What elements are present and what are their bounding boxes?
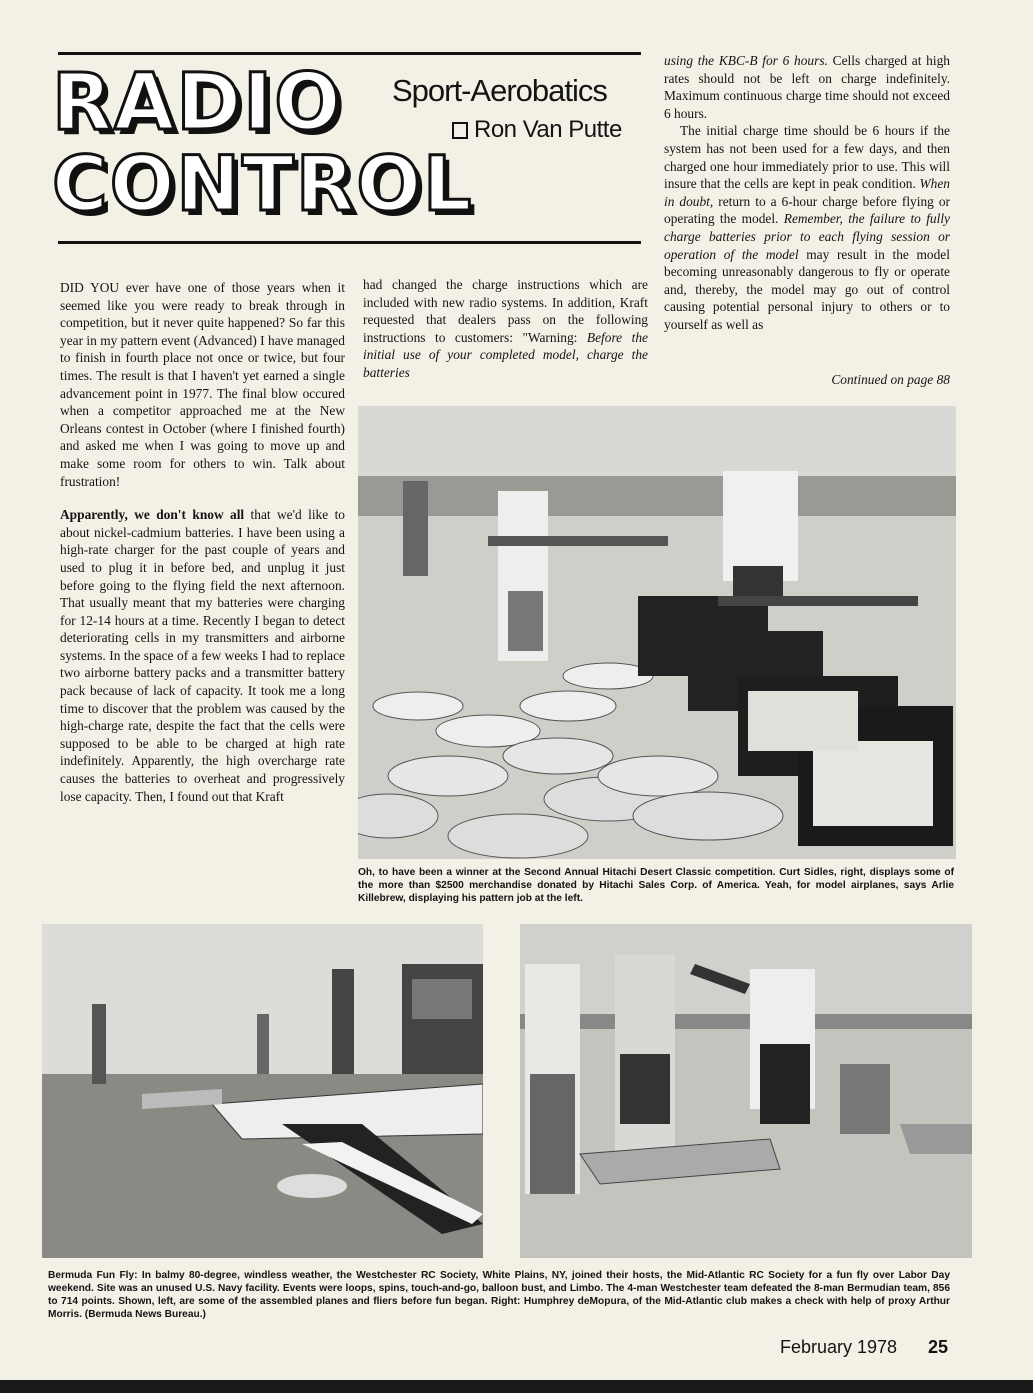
article-column-2	[363, 276, 648, 382]
page-number: 25	[928, 1337, 949, 1357]
hitachi-photo-illustration	[358, 406, 956, 859]
col3-text-1: Cells charged at high rates should not be left on charge indefinitely. Maximum continuous charge time should not exceed 6 hours.	[664, 53, 950, 121]
col2-text: had changed the charge instructions which are included with new radio systems. In addition, Kraft requested that dealers pass on the following instructions to customers: "Warning:	[363, 277, 648, 345]
footer-date: February 1978	[780, 1337, 898, 1357]
article-paragraph-2-text: that we'd like to about nickel-cadmium batteries. I have been using a high-rate charger for the past couple of years and used to plug it in before bed, and unplug it just before going to the flying field the next afternoon. That usually meant that my batteries were charging for 12-14 hours at a time. Recently I began to detect deteriorating cells in my transmitters and airborne systems. In the space of a few weeks I had to replace two airborne battery packs and a transmitter battery pack because of lack of capacity. It took me a long time to discover that the problem was caused by the high-charge rate, despite the fact that the cells were supposed to be able to be charged at high rate indefinitely. Apparently, the high overcharge rate causes the batteries to overheat and progressively lose capacity. Then, I found out that Kraft	[60, 507, 345, 804]
article-column-1	[60, 279, 345, 805]
col3-text-2c: may result in the model becoming unreasonably dangerous to fly or operate and, thereby, the model may go out of control causing potential personal injury to others or to yourself as well as	[664, 246, 950, 332]
article-column-3	[664, 52, 950, 334]
author-name: Ron Van Putte	[474, 116, 622, 143]
masthead-control: CONTROL	[52, 139, 474, 228]
article-col2-paragraph	[363, 276, 648, 382]
bottom-photos-caption: Bermuda Fun Fly: In balmy 80-degree, windless weather, the Westchester RC Society, White Plains, NY, joined their hosts, the Mid-Atlantic RC Society for a fun fly over Labor Day weekend. Site was an unused U.S. Navy facility. Events were loops, spins, touch-and-go, balloon bust, and Limbo. The 4-man Westchester team defeated the 8-man Bermudian team, 856 to 714 points. Shown, left, are some of the assembled planes and fliers before fun began. Right: Humphrey deMopura, of the Mid-Atlantic club makes a check with help of proxy Arthur Morris. (Bermuda News Bureau.)	[48, 1270, 950, 1320]
col3-italic-3: Remember, the failure to fully charge batteries prior to each flying session or operation of the model	[664, 211, 950, 262]
masthead-bottom-rule	[58, 241, 641, 244]
continued-note: Continued on page 88	[831, 372, 950, 387]
bermuda-planes-illustration	[42, 924, 483, 1258]
checkbox-bullet-icon	[452, 122, 468, 139]
article-paragraph-1: DID YOU ever have one of those years when it seemed like you were ready to break through in competition, but it never quite happened? So far this year in my pattern event (Advanced) I have managed to finish in fourth place not once or twice, but four times. The result is that I haven't yet earned a single advancement point in 1977. The final blow occured when a competitor approached me at the New Orleans contest in October (where I finished fourth) and asked me when I was going to move up and make some room for others to win. Talk about frustration!	[60, 280, 345, 489]
col3-text-2a: The initial charge time should be 6 hours if the system has not been used for a few days, and then charged one hour immediately prior to use. This will insure that the cells are kept in peak condition.	[664, 123, 950, 192]
masthead-radio: RADIO	[52, 58, 343, 148]
bermuda-fliers-illustration	[520, 924, 972, 1258]
top-photo-caption: Oh, to have been a winner at the Second Annual Hitachi Desert Classic competition. Curt Sidles, right, displays some of the more than $2500 merchandise donated by Hitachi Sales Corp. of America. Yeah, for model airplanes, says Arlie Killebrew, displaying his pattern job at the left.	[358, 867, 954, 904]
bermuda-fliers-photo	[520, 924, 972, 1258]
bermuda-planes-photo	[42, 924, 483, 1258]
col3-paragraph-1	[664, 52, 950, 122]
author-byline	[452, 116, 622, 144]
masthead-top-rule	[58, 52, 641, 55]
col2-italic: Before the initial use of your completed model, charge the batteries	[363, 329, 648, 380]
col3-paragraph-2	[664, 122, 950, 333]
hitachi-classic-photo	[358, 406, 956, 859]
col3-italic-1: using the KBC-B for 6 hours.	[664, 53, 828, 68]
col3-italic-2: When in doubt,	[664, 176, 950, 209]
page-bottom-edge	[0, 1380, 1033, 1393]
article-paragraph-2	[60, 506, 345, 805]
lead-in: Apparently, we don't know all	[60, 507, 245, 523]
section-title: Sport-Aerobatics	[392, 73, 607, 108]
col3-text-2b: return to a 6-hour charge before flying or operating the model.	[664, 193, 950, 227]
